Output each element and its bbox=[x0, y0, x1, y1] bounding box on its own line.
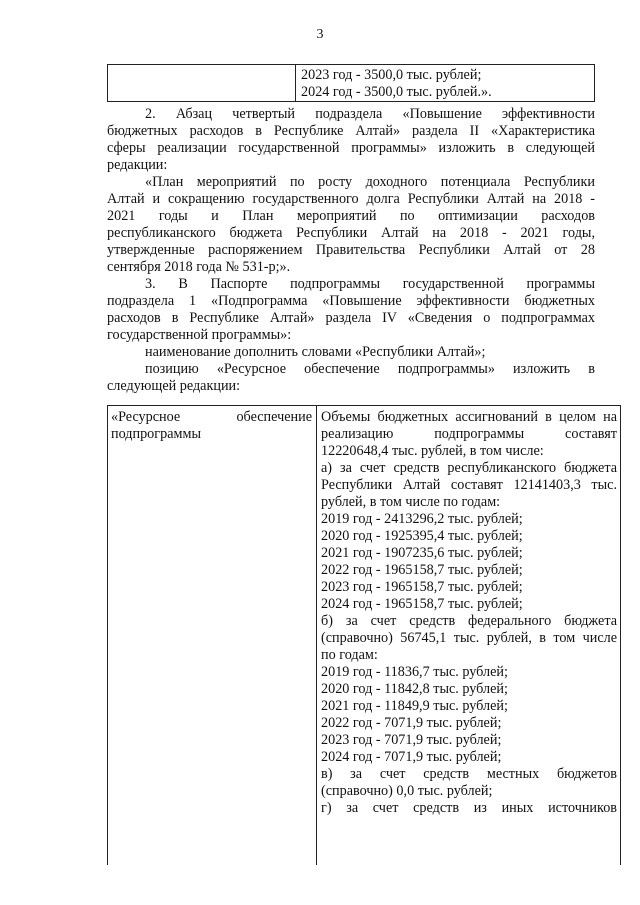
table-line: 2024 год - 7071,9 тыс. рублей; bbox=[321, 749, 502, 765]
resource-value-cell bbox=[321, 409, 617, 817]
table-line: 2022 год - 7071,9 тыс. рублей; bbox=[321, 715, 502, 731]
table-line: 12220648,4 тыс. рублей, в том числе: bbox=[321, 443, 544, 459]
text-line: расходов в Республике Алтай» раздела IV «Сведения о подпрограммах bbox=[107, 310, 595, 326]
table-line: 2020 год - 11842,8 тыс. рублей; bbox=[321, 681, 508, 697]
table-line: г) за счет средств из иных источников bbox=[321, 800, 617, 816]
table-line: реализацию подпрограммы составят bbox=[321, 426, 617, 442]
text-line: 3. В Паспорте подпрограммы государственной программы bbox=[145, 276, 595, 292]
table-line: «Ресурсное обеспечение bbox=[111, 409, 312, 425]
table-line: 2024 год - 1965158,7 тыс. рублей; bbox=[321, 596, 523, 612]
text-line: подраздела 1 «Подпрограмма «Повышение эффективности бюджетных bbox=[107, 293, 595, 309]
top-table-right-cell bbox=[301, 67, 592, 101]
text-line: позицию «Ресурсное обеспечение подпрограммы» изложить в bbox=[145, 361, 595, 377]
table-line: а) за счет средств республиканского бюджета bbox=[321, 460, 617, 476]
text-line: 2. Абзац четвертый подраздела «Повышение эффективности bbox=[145, 106, 595, 122]
table-line: 2019 год - 11836,7 тыс. рублей; bbox=[321, 664, 508, 680]
text-line: сферы реализации государственной программы» изложить в следующей bbox=[107, 140, 595, 156]
table-line: Объемы бюджетных ассигнований в целом на bbox=[321, 409, 617, 425]
text-line: 2021 годы и План мероприятий по оптимизации расходов bbox=[107, 208, 595, 224]
page-number: 3 bbox=[316, 27, 324, 42]
document-body bbox=[107, 106, 595, 395]
text-line: «План мероприятий по росту доходного потенциала Республики bbox=[145, 174, 595, 190]
text-line: Алтай и сокращению государственного долга Республики Алтай на 2018 - bbox=[107, 191, 595, 207]
table-line: в) за счет средств местных бюджетов bbox=[321, 766, 617, 782]
table-line: (справочно) 56745,1 тыс. рублей, в том числе bbox=[321, 630, 617, 646]
table-line: Республики Алтай составят 12141403,3 тыс. bbox=[321, 477, 617, 493]
table-line: 2022 год - 1965158,7 тыс. рублей; bbox=[321, 562, 523, 578]
text-line: бюджетных расходов в Республике Алтай» раздела II «Характеристика bbox=[107, 123, 595, 139]
resource-label-cell bbox=[111, 409, 312, 443]
text-line: наименование дополнить словами «Республики Алтай»; bbox=[145, 344, 486, 360]
table-line: 2024 год - 3500,0 тыс. рублей.». bbox=[301, 84, 492, 100]
table-line: 2023 год - 1965158,7 тыс. рублей; bbox=[321, 579, 523, 595]
table-column-divider bbox=[295, 65, 296, 101]
text-line: утвержденные распоряжением Правительства Республики Алтай от 28 bbox=[107, 242, 595, 258]
table-line: б) за счет средств федерального бюджета bbox=[321, 613, 617, 629]
top-table bbox=[107, 64, 595, 102]
table-line: рублей, в том числе по годам: bbox=[321, 494, 501, 510]
resource-table bbox=[107, 405, 621, 865]
table-line: подпрограммы bbox=[111, 426, 201, 442]
text-line: следующей редакции: bbox=[107, 378, 241, 394]
table-line: 2019 год - 2413296,2 тыс. рублей; bbox=[321, 511, 523, 527]
text-line: государственной программы»: bbox=[107, 327, 292, 343]
table-line: по годам: bbox=[321, 647, 378, 663]
table-line: 2021 год - 1907235,6 тыс. рублей; bbox=[321, 545, 523, 561]
table-line: 2023 год - 7071,9 тыс. рублей; bbox=[321, 732, 502, 748]
table-column-divider bbox=[316, 406, 317, 865]
table-line: 2020 год - 1925395,4 тыс. рублей; bbox=[321, 528, 523, 544]
table-line: 2021 год - 11849,9 тыс. рублей; bbox=[321, 698, 508, 714]
text-line: сентября 2018 года № 531-р;». bbox=[107, 259, 291, 275]
text-line: республиканского бюджета Республики Алтай на 2018 - 2021 годы, bbox=[107, 225, 595, 241]
table-line: (справочно) 0,0 тыс. рублей; bbox=[321, 783, 493, 799]
text-line: редакции: bbox=[107, 157, 168, 173]
table-line: 2023 год - 3500,0 тыс. рублей; bbox=[301, 67, 482, 83]
